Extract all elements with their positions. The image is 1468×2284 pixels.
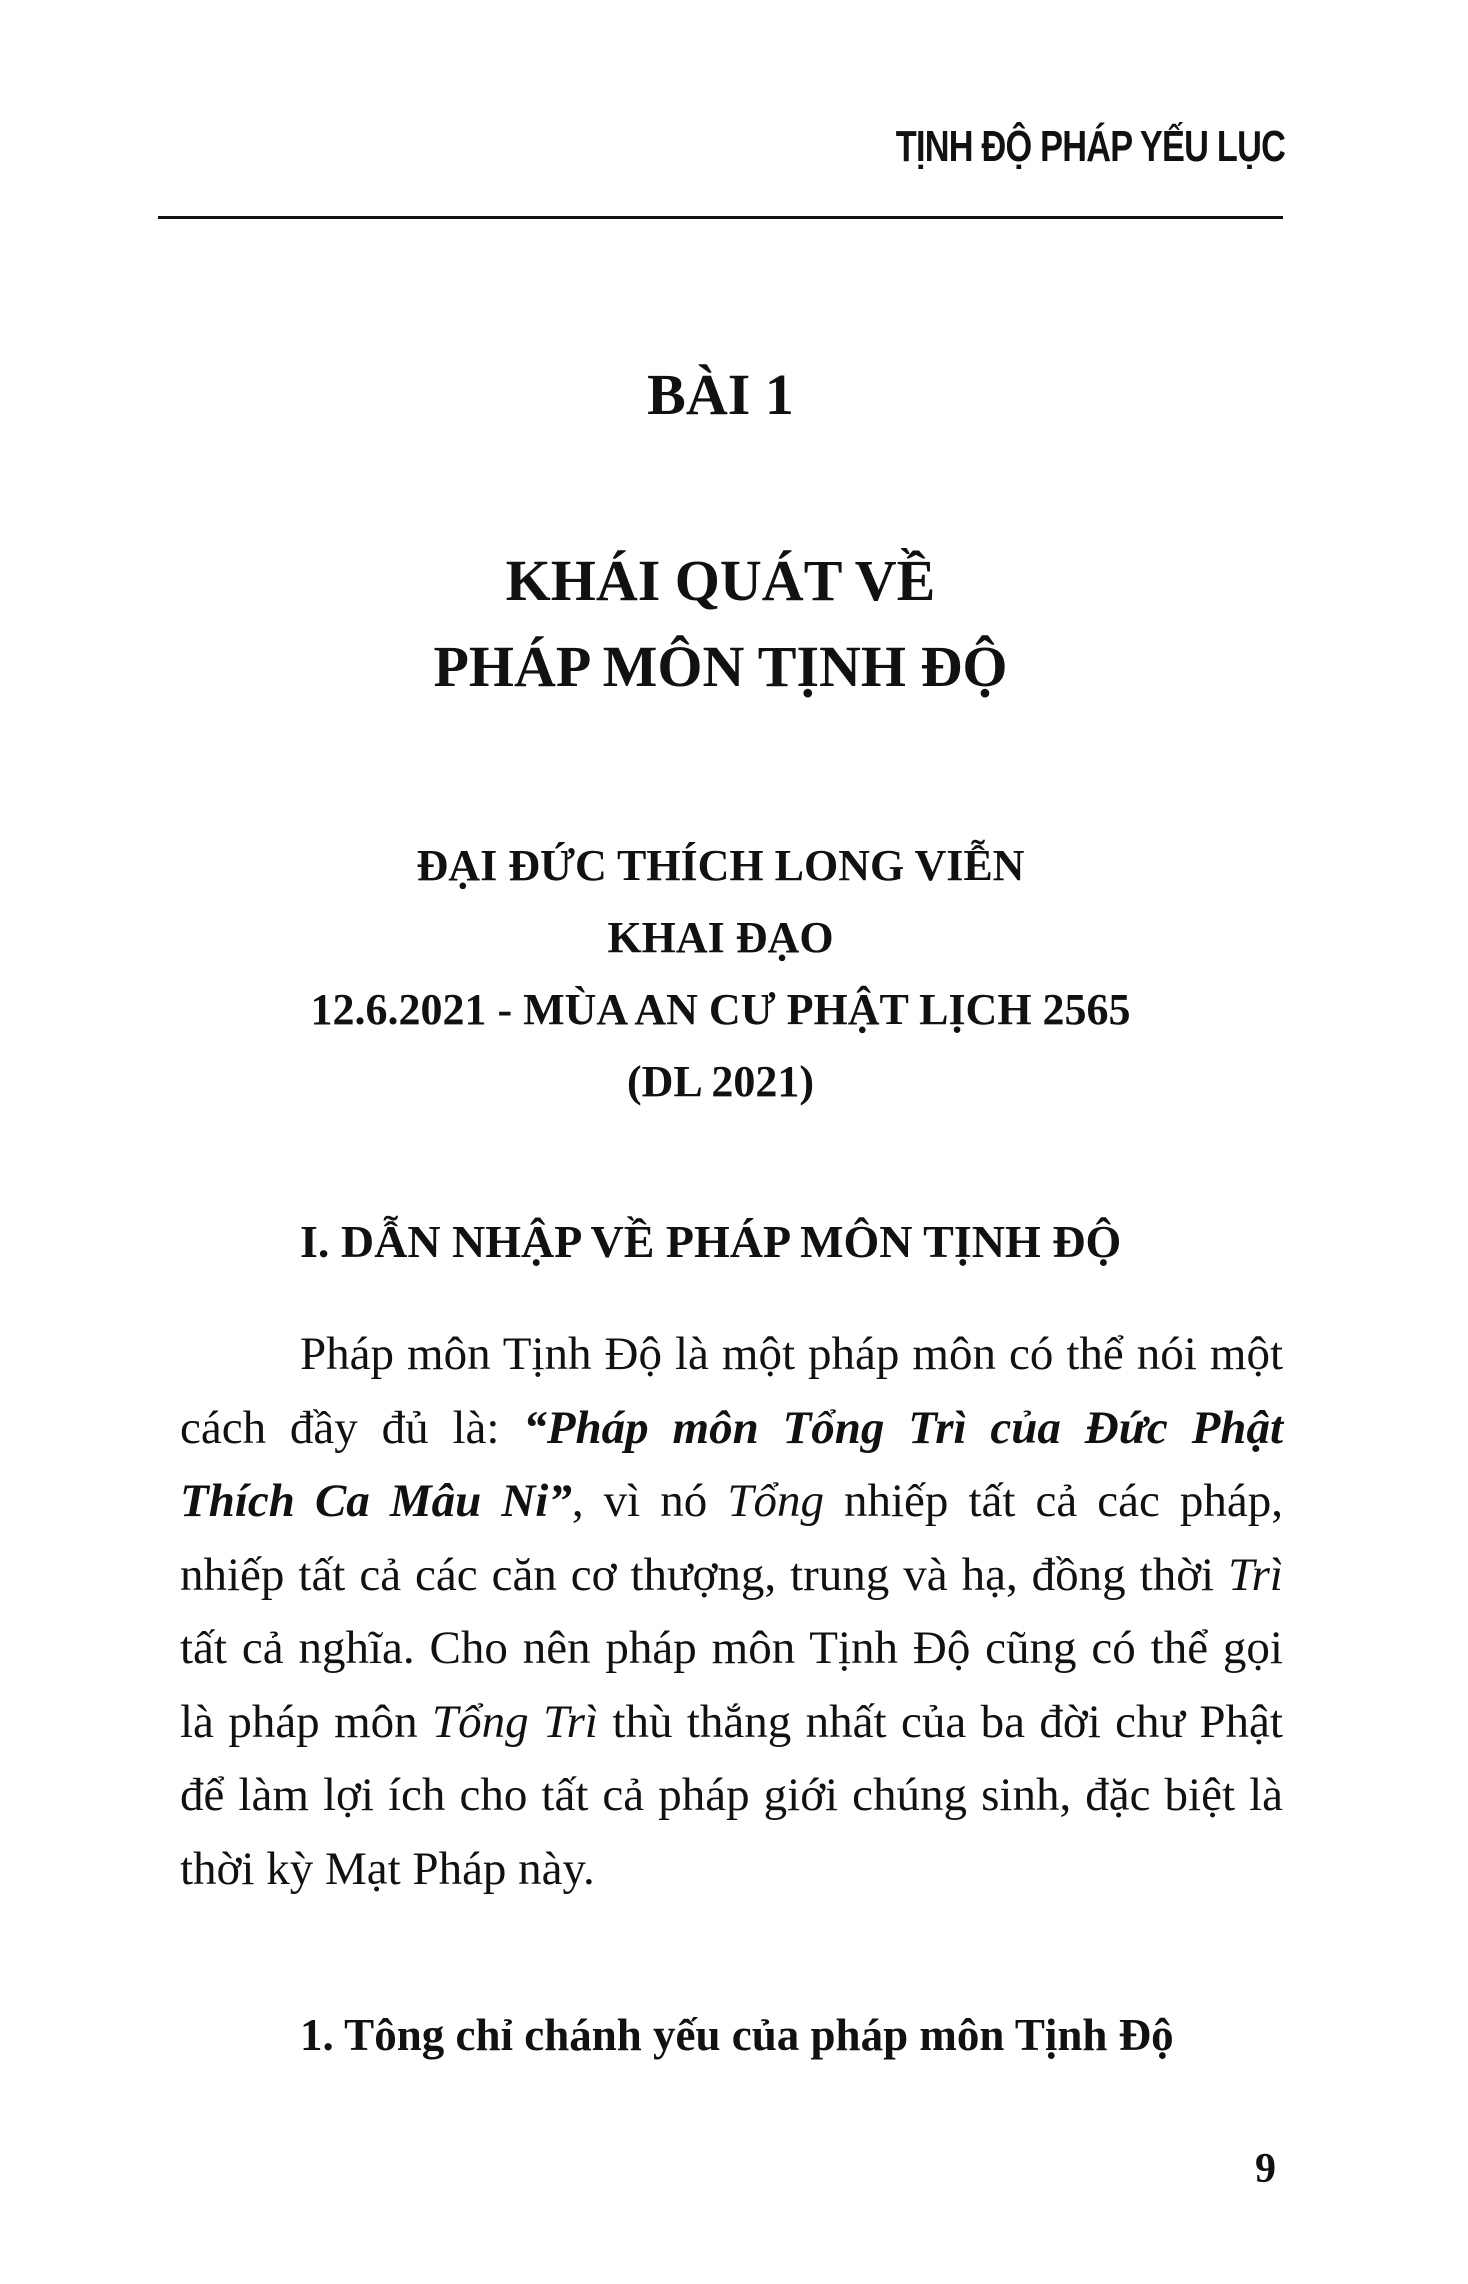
paragraph-quote: “Pháp môn Tổng Trì của Đức Phật Thích Ca Mâu Ni” — [180, 1401, 1284, 1527]
paragraph-text-3: nhiếp tất cả các pháp, nhiếp tất cả các căn cơ thượng, trung và hạ, đồng thời — [180, 1475, 1284, 1601]
byline — [158, 830, 1283, 1118]
page-number: 9 — [1255, 2146, 1276, 2192]
paragraph-text-4: tất cả nghĩa. Cho nên pháp môn Tịnh Độ cũng có thể gọi là pháp môn — [180, 1622, 1283, 1748]
body-paragraph — [180, 1318, 1283, 1906]
paragraph-text-2: , vì nó — [571, 1475, 728, 1527]
running-header: TỊNH ĐỘ PHÁP YẾU LỤC — [895, 122, 1285, 171]
byline-speaker: ĐẠI ĐỨC THÍCH LONG VIỄN — [416, 841, 1025, 890]
byline-date: 12.6.2021 - MÙA AN CƯ PHẬT LỊCH 2565 — [310, 985, 1131, 1034]
lesson-number: BÀI 1 — [647, 362, 794, 427]
paragraph-text-5: thù thắng nhất của ba đời chư Phật để làm lợi ích cho tất cả pháp giới chúng sinh, đặc biệt là thời kỳ Mạt Pháp này. — [180, 1695, 1283, 1895]
byline-action: KHAI ĐẠO — [607, 913, 834, 962]
paragraph-emphasis-tong: Tổng — [727, 1475, 824, 1527]
paragraph-text-1: Pháp môn Tịnh Độ là một pháp môn có thể nói một cách đầy đủ là: — [180, 1328, 1283, 1454]
byline-date-dl: (DL 2021) — [627, 1057, 814, 1106]
lesson-title-line-2: PHÁP MÔN TỊNH ĐỘ — [433, 634, 1008, 699]
lesson-title — [158, 538, 1283, 710]
paragraph-emphasis-tri: Trì — [1228, 1548, 1283, 1601]
header-divider — [158, 216, 1283, 219]
subsection-heading: 1. Tông chỉ chánh yếu của pháp môn Tịnh Độ — [300, 2010, 1174, 2060]
paragraph-emphasis-tong-tri: Tổng Trì — [432, 1695, 598, 1748]
lesson-title-line-1: KHÁI QUÁT VỀ — [505, 548, 936, 613]
section-heading: I. DẪN NHẬP VỀ PHÁP MÔN TỊNH ĐỘ — [300, 1216, 1122, 1267]
